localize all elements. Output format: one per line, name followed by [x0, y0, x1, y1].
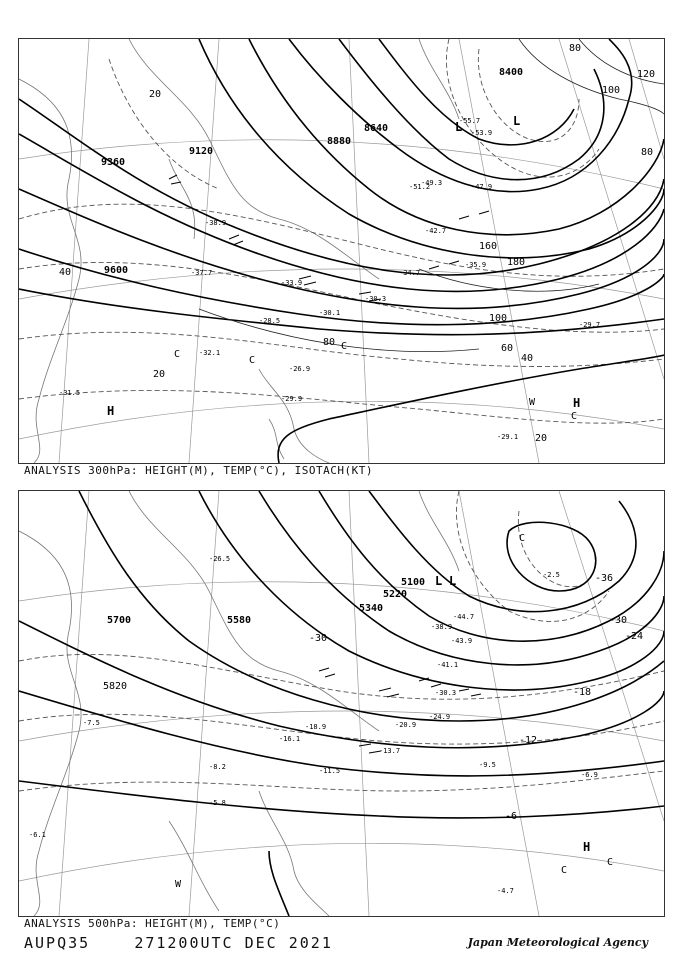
temp-label: -28.5 — [259, 317, 281, 325]
isotach-label: 20 — [535, 433, 548, 444]
graticule — [19, 39, 664, 463]
temp-label: -4.7 — [497, 887, 514, 895]
isotherm-label: -6 — [505, 811, 518, 822]
low-center: L — [435, 574, 443, 588]
temp-label: -7.5 — [83, 719, 100, 727]
isotherm-label: -30 — [609, 615, 628, 626]
temp-label: -44.7 — [453, 613, 475, 621]
isotach-label: 120 — [637, 69, 656, 80]
temp-label: -29.1 — [497, 433, 519, 441]
isotach-label: 160 — [479, 241, 498, 252]
isotach-label: 60 — [501, 343, 514, 354]
temp-label: -49.3 — [421, 179, 443, 187]
chart-500hpa — [18, 490, 665, 917]
height-label: 8880 — [327, 136, 352, 147]
chart-code: AUPQ35 — [24, 934, 91, 952]
cold-center: C — [341, 341, 348, 352]
temp-label: -5.8 — [209, 799, 226, 807]
isotach-label: 80 — [569, 43, 582, 54]
chart-timestamp: 271200UTC DEC 2021 — [134, 934, 333, 952]
isotach-label: 100 — [602, 85, 621, 96]
temp-label: -9.5 — [479, 761, 496, 769]
cold-center: C — [571, 411, 578, 422]
height-label: 5100 — [401, 577, 426, 588]
temp-label: -30.3 — [365, 295, 387, 303]
isotach-label: 20 — [149, 89, 162, 100]
isotach-label: 80 — [323, 337, 336, 348]
temp-label: -13.7 — [379, 747, 401, 755]
height-label: 9360 — [101, 157, 126, 168]
temp-label: -26.5 — [209, 555, 231, 563]
low-center: L — [455, 120, 463, 134]
temp-label: -6.9 — [581, 771, 598, 779]
height-labels — [101, 67, 526, 276]
warm-center: W — [175, 879, 182, 890]
height-labels — [107, 577, 425, 626]
temp-label: -47.9 — [471, 183, 493, 191]
cold-center: C — [174, 349, 181, 360]
low-center: L — [449, 574, 457, 588]
temp-label: -31.5 — [59, 389, 81, 397]
wind-barbs — [319, 668, 481, 753]
high-center: H — [583, 840, 591, 854]
isotachs — [199, 39, 664, 352]
temp-label: -55.7 — [459, 117, 481, 125]
temp-label: -20.9 — [395, 721, 417, 729]
isotherm-label: -18 — [573, 687, 592, 698]
chart-500hpa-caption: ANALYSIS 500hPa: HEIGHT(M), TEMP(°C) — [24, 917, 281, 930]
temp-label: -32.1 — [199, 349, 221, 357]
high-center: H — [573, 396, 581, 410]
temp-label: -38.9 — [205, 219, 227, 227]
height-label: 8400 — [499, 67, 524, 78]
isotherms — [19, 491, 664, 791]
height-label: 5220 — [383, 589, 408, 600]
isotherm-label: -36 — [595, 573, 614, 584]
temp-label: -29.7 — [579, 321, 601, 329]
temp-label: -29.9 — [281, 395, 303, 403]
isotherm-label: -30 — [309, 633, 328, 644]
high-center: H — [107, 404, 115, 418]
temp-label: -18.9 — [305, 723, 327, 731]
temp-label: -43.9 — [451, 637, 473, 645]
chart-identifier — [24, 934, 333, 952]
temp-label: -42.7 — [425, 227, 447, 235]
chart-300hpa-map — [19, 39, 664, 463]
temp-label: -11.5 — [319, 767, 341, 775]
cold-center: C — [561, 865, 568, 876]
height-label: 9600 — [104, 265, 129, 276]
chart-300hpa — [18, 38, 665, 464]
height-contours — [19, 39, 664, 463]
temp-label: -53.9 — [471, 129, 493, 137]
temp-label: -2.5 — [543, 571, 560, 579]
temp-label: -24.9 — [429, 713, 451, 721]
chart-500hpa-map — [19, 491, 664, 916]
temp-label: -35.9 — [465, 261, 487, 269]
temp-label: -41.1 — [437, 661, 459, 669]
temp-label: -8.2 — [209, 763, 226, 771]
temp-label: -33.9 — [281, 279, 303, 287]
height-labels-plain — [103, 681, 127, 692]
temp-label: -26.9 — [289, 365, 311, 373]
temp-label: -37.7 — [191, 269, 213, 277]
warm-center: W — [529, 397, 536, 408]
chart-300hpa-caption: ANALYSIS 300hPa: HEIGHT(M), TEMP(°C), ISOTACH(KT) — [24, 464, 374, 477]
cold-center: C — [607, 857, 614, 868]
isotach-label: 100 — [489, 313, 508, 324]
isotherms — [19, 39, 664, 423]
temp-label: -30.1 — [319, 309, 341, 317]
coastlines — [19, 39, 459, 463]
isotach-label: 20 — [153, 369, 166, 380]
temperature-labels — [59, 117, 600, 441]
isotherm-label: -24 — [625, 631, 644, 642]
temp-label: -34.7 — [399, 269, 421, 277]
isotach-label: 40 — [521, 353, 534, 364]
height-label: 5580 — [227, 615, 252, 626]
cold-center: C — [519, 533, 526, 544]
isotach-label: 40 — [59, 267, 72, 278]
low-center: L — [513, 114, 521, 128]
cold-center: C — [249, 355, 256, 366]
isotherm-label: -12 — [519, 735, 538, 746]
height-label: 5340 — [359, 603, 384, 614]
temp-label: -38.9 — [431, 623, 453, 631]
temp-label: -51.2 — [409, 183, 431, 191]
temp-label: -30.3 — [435, 689, 457, 697]
height-label: 5700 — [107, 615, 132, 626]
height-label: 5820 — [103, 681, 128, 692]
isotach-label: 180 — [507, 257, 526, 268]
thermal-centers — [174, 341, 577, 422]
isotach-label: 80 — [641, 147, 654, 158]
temp-label: -6.1 — [29, 831, 46, 839]
agency-name: Japan Meteorological Agency — [467, 936, 648, 949]
height-label: 8640 — [364, 123, 389, 134]
height-label: 9120 — [189, 146, 214, 157]
temp-label: -16.1 — [279, 735, 301, 743]
